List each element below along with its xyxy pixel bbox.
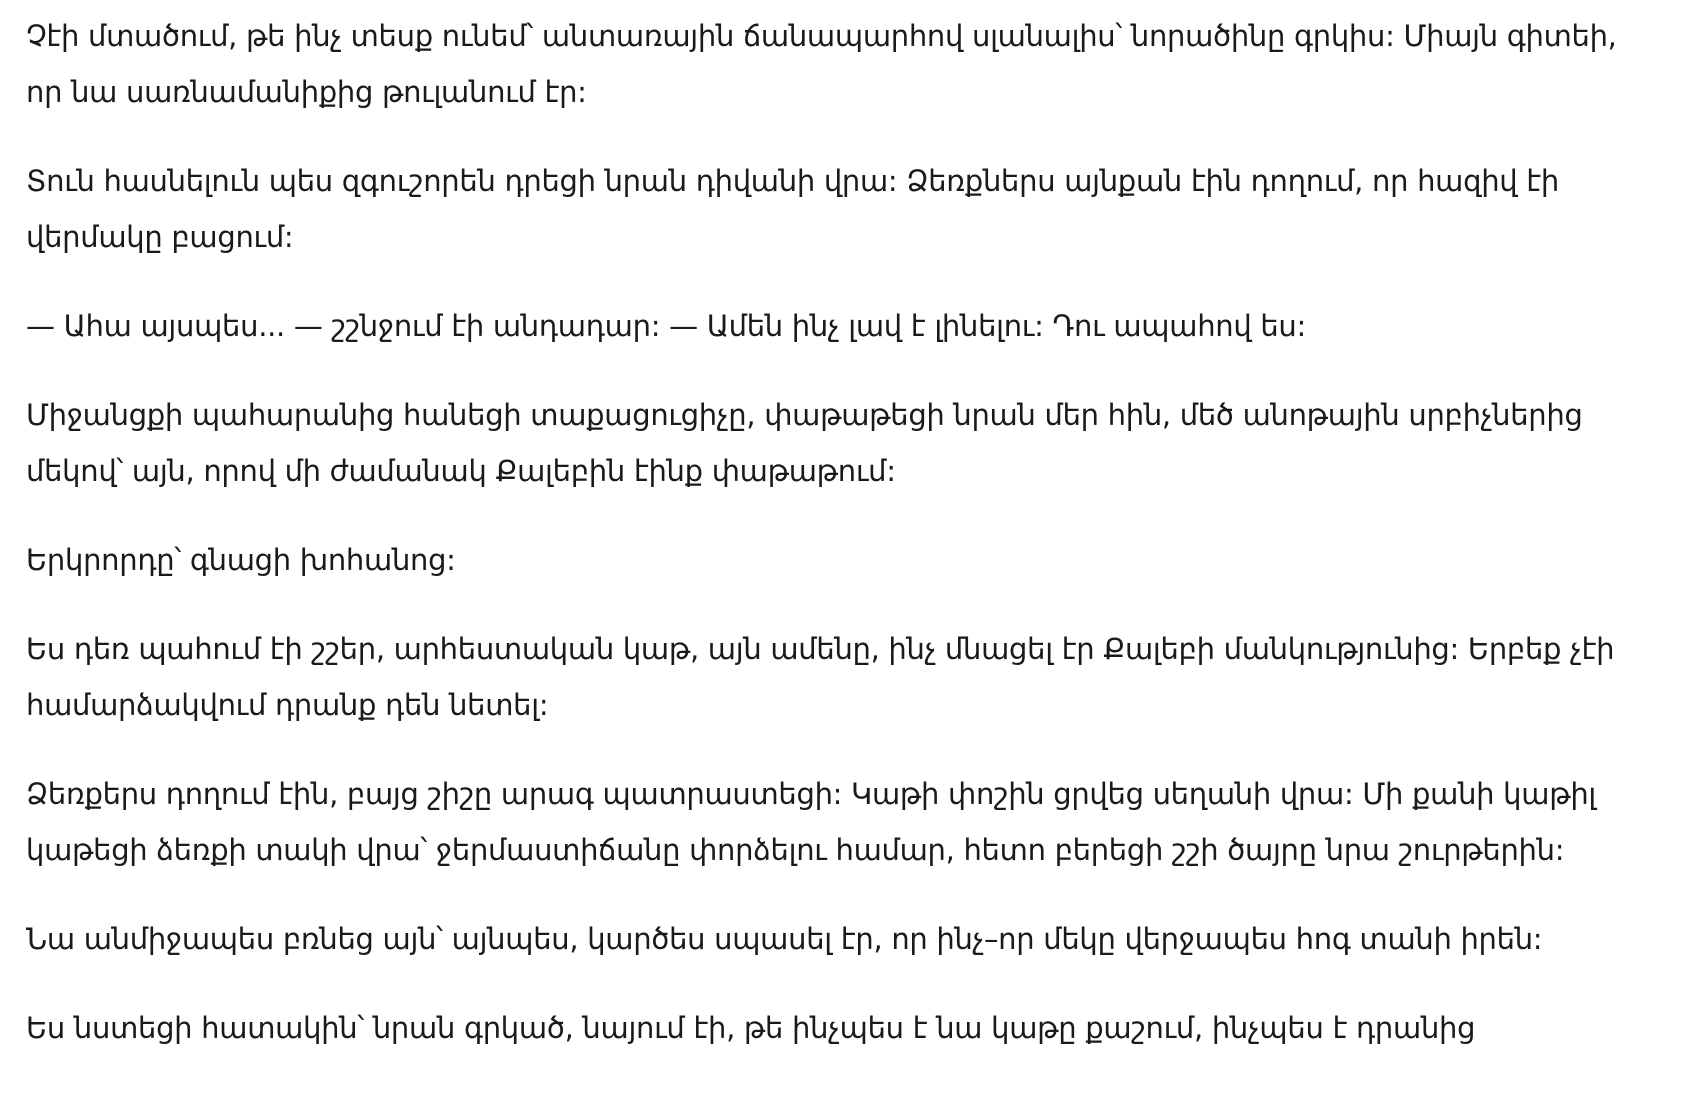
document-body [26,0,1646,1089]
paragraph-6: Ես դեռ պահում էի շշեր, արհեստական կաթ, այն ամենը, ինչ մնացել էր Քալեբի մանկությունից: Երբեք չէի համարձակվում դրանք դեն նետել: [26,632,1615,722]
paragraph-8: Նա անմիջապես բռնեց այն՝ այնպես, կարծես սպասել էր, որ ինչ–որ մեկը վերջապես հոգ տանի իրեն: [26,922,1543,956]
paragraph-3: — Ահա այսպես... — շշնջում էի անդադար: — Ամեն ինչ լավ է լինելու: Դու ապահով ես: [26,309,1306,343]
paragraph-7: Ձեռքերս դողում էին, բայց շիշը արագ պատրաստեցի: Կաթի փոշին ցրվեց սեղանի վրա: Մի քանի կաթիլ կաթեցի ձեռքի տակի վրա՝ ջերմաստիճանը փորձելու համար, հետո բերեցի շշի ծայրը նրա շուրթերին: [26,777,1596,867]
paragraph-4: Միջանցքի պահարանից հանեցի տաքացուցիչը, փաթաթեցի նրան մեր հին, մեծ անոթային սրբիչներից մեկով՝ այն, որով մի ժամանակ Քալեբին էինք փաթաթում: [26,398,1583,488]
paragraph-1: Չէի մտածում, թե ինչ տեսք ունեմ՝ անտառային ճանապարհով սլանալիս՝ նորածինը գրկիս: Միայն գիտեի, որ նա սառնամանիքից թուլանում էր: [26,19,1617,109]
paragraph-9: Ես նստեցի հատակին՝ նրան գրկած, նայում էի, թե ինչպես է նա կաթը քաշում, ինչպես է դրանից [26,1011,1476,1045]
paragraph-2: Տուն հասնելուն պես զգուշորեն դրեցի նրան դիվանի վրա: Ձեռքներս այնքան էին դողում, որ հազիվ էի վերմակը բացում: [26,164,1559,254]
paragraph-5: Երկրորդը՝ գնացի խոհանոց: [26,543,456,577]
